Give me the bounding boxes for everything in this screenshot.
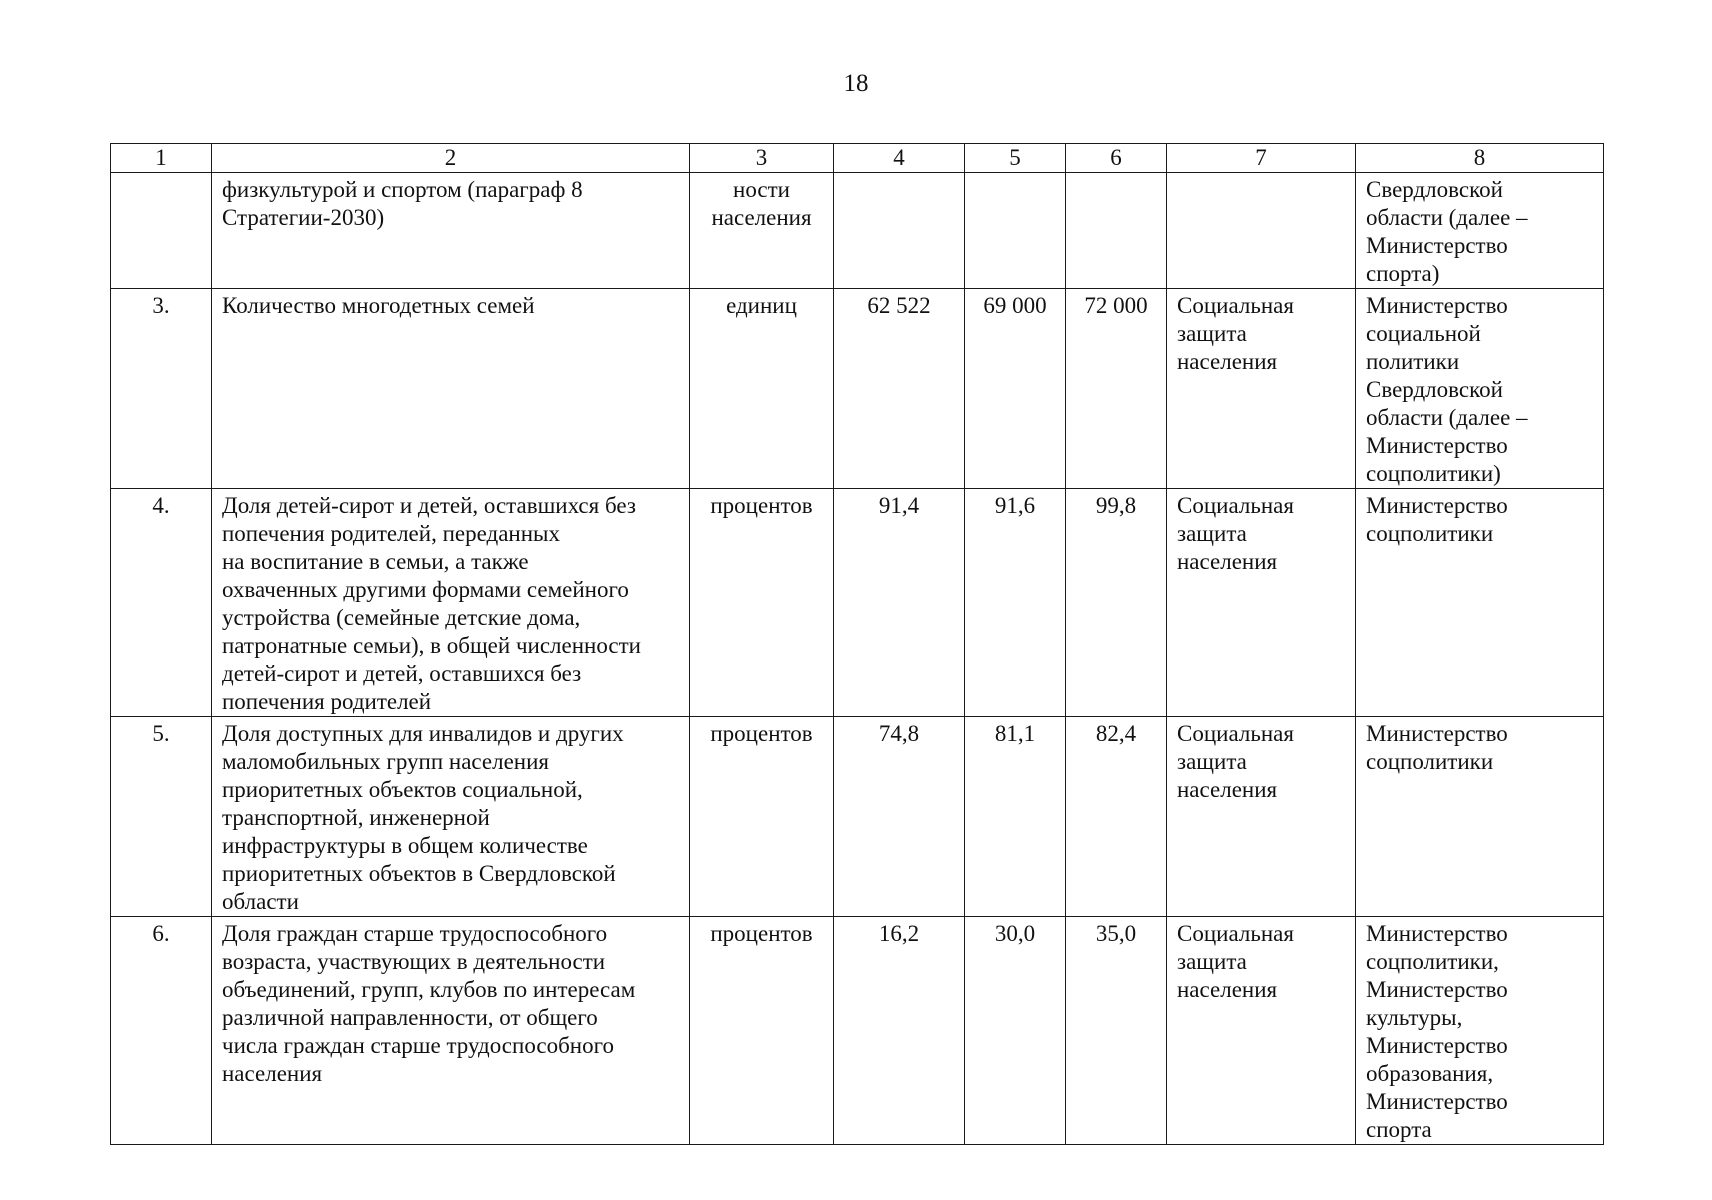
area-cell: Социальная защита населения — [1167, 289, 1356, 489]
column-header-5: 5 — [965, 144, 1066, 173]
row-number-cell: 4. — [111, 489, 212, 717]
table-row-4 — [111, 489, 1604, 717]
column-header-7: 7 — [1167, 144, 1356, 173]
row-number-cell — [111, 173, 212, 289]
column-header-4: 4 — [834, 144, 965, 173]
row-number-cell: 5. — [111, 717, 212, 917]
column-header-3: 3 — [690, 144, 834, 173]
page-number: 18 — [843, 70, 869, 97]
responsible-cell: Свердловской области (далее – Министерство спорта) — [1356, 173, 1604, 289]
indicator-name-cell: Доля граждан старше трудоспособного возраста, участвующих в деятельности объединений, групп, клубов по интересам различной направленности, от общего числа граждан старше трудоспособного населения — [212, 917, 690, 1145]
value-col6-cell: 82,4 — [1066, 717, 1167, 917]
unit-cell: процентов — [690, 917, 834, 1145]
value-col5-cell — [965, 173, 1066, 289]
responsible-cell: Министерство социальной политики Свердловской области (далее – Министерство соцполитики) — [1356, 289, 1604, 489]
value-col6-cell — [1066, 173, 1167, 289]
value-col6-cell: 72 000 — [1066, 289, 1167, 489]
unit-cell: ности населения — [690, 173, 834, 289]
value-col5-cell: 30,0 — [965, 917, 1066, 1145]
value-col4-cell: 16,2 — [834, 917, 965, 1145]
value-col4-cell: 62 522 — [834, 289, 965, 489]
area-cell: Социальная защита населения — [1167, 717, 1356, 917]
indicator-name-cell: Доля детей-сирот и детей, оставшихся без попечения родителей, переданных на воспитание в семьи, а также охваченных другими формами семейного устройства (семейные детские дома, патронатные семьи), в общей численности детей-сирот и детей, оставшихся без попечения родителей — [212, 489, 690, 717]
table-row-continuation — [111, 173, 1604, 289]
value-col6-cell: 35,0 — [1066, 917, 1167, 1145]
indicators-table — [110, 143, 1604, 1145]
unit-cell: процентов — [690, 489, 834, 717]
area-cell: Социальная защита населения — [1167, 489, 1356, 717]
table-row-5 — [111, 717, 1604, 917]
table-row-6 — [111, 917, 1604, 1145]
unit-cell: единиц — [690, 289, 834, 489]
value-col5-cell: 91,6 — [965, 489, 1066, 717]
column-header-2: 2 — [212, 144, 690, 173]
row-number-cell: 3. — [111, 289, 212, 489]
row-number-cell: 6. — [111, 917, 212, 1145]
indicator-name-cell: физкультурой и спортом (параграф 8 Стратегии-2030) — [212, 173, 690, 289]
column-header-1: 1 — [111, 144, 212, 173]
value-col6-cell: 99,8 — [1066, 489, 1167, 717]
value-col4-cell: 74,8 — [834, 717, 965, 917]
indicator-name-cell: Доля доступных для инвалидов и других маломобильных групп населения приоритетных объектов социальной, транспортной, инженерной инфраструктуры в общем количестве приоритетных объектов в Свердловской области — [212, 717, 690, 917]
area-cell: Социальная защита населения — [1167, 917, 1356, 1145]
column-header-6: 6 — [1066, 144, 1167, 173]
responsible-cell: Министерство соцполитики — [1356, 489, 1604, 717]
column-header-8: 8 — [1356, 144, 1604, 173]
table-row-3 — [111, 289, 1604, 489]
responsible-cell: Министерство соцполитики, Министерство культуры, Министерство образования, Министерство спорта — [1356, 917, 1604, 1145]
responsible-cell: Министерство соцполитики — [1356, 717, 1604, 917]
area-cell — [1167, 173, 1356, 289]
value-col5-cell: 81,1 — [965, 717, 1066, 917]
value-col4-cell — [834, 173, 965, 289]
indicator-name-cell: Количество многодетных семей — [212, 289, 690, 489]
value-col4-cell: 91,4 — [834, 489, 965, 717]
unit-cell: процентов — [690, 717, 834, 917]
table-header-row — [111, 144, 1604, 173]
value-col5-cell: 69 000 — [965, 289, 1066, 489]
